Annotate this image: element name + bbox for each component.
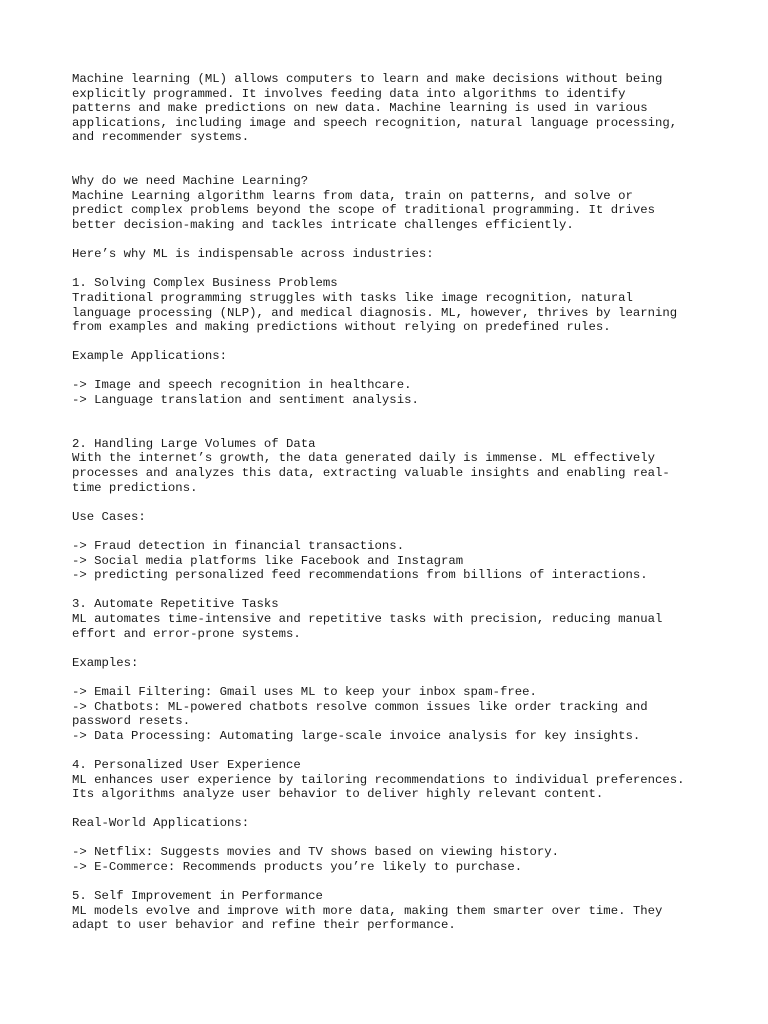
text-line: explicitly programmed. It involves feeding data into algorithms to identify: [72, 86, 626, 101]
text-line: from examples and making predictions without relying on predefined rules.: [72, 320, 611, 335]
text-line: 1. Solving Complex Business Problems: [72, 276, 338, 291]
text-line: Why do we need Machine Learning?: [72, 174, 309, 189]
text-line: [72, 524, 712, 539]
text-line: [72, 364, 712, 379]
text-line: [72, 583, 712, 598]
text-line: [72, 262, 712, 277]
text-line: Examples:: [72, 655, 139, 670]
text-line: ML enhances user experience by tailoring recommendations to individual preferences.: [72, 772, 685, 787]
text-line: 5. Self Improvement in Performance: [72, 889, 323, 904]
text-line: [72, 495, 712, 510]
text-line: patterns and make predictions on new data. Machine learning is used in various: [72, 101, 648, 116]
text-line: [72, 422, 712, 437]
text-line: language processing (NLP), and medical diagnosis. ML, however, thrives by learning: [72, 305, 678, 320]
text-line: -> Image and speech recognition in healthcare.: [72, 378, 412, 393]
text-line: -> Social media platforms like Facebook and Instagram: [72, 553, 464, 568]
text-line: Use Cases:: [72, 509, 146, 524]
text-line: -> Language translation and sentiment analysis.: [72, 393, 419, 408]
text-line: -> Fraud detection in financial transactions.: [72, 539, 405, 553]
text-line: Machine learning (ML) allows computers to learn and make decisions without being: [72, 72, 663, 86]
text-line: -> Netflix: Suggests movies and TV shows based on viewing history.: [72, 845, 560, 860]
document-body: [72, 72, 712, 933]
text-line: [72, 743, 712, 758]
text-line: -> Email Filtering: Gmail uses ML to keep your inbox spam-free.: [72, 684, 537, 699]
text-line: [72, 670, 712, 685]
text-line: [72, 875, 712, 890]
text-line: 3. Automate Repetitive Tasks: [72, 597, 279, 612]
text-line: adapt to user behavior and refine their performance.: [72, 918, 456, 933]
text-line: predict complex problems beyond the scope of traditional programming. It drives: [72, 203, 655, 218]
text-line: better decision-making and tackles intricate challenges efficiently.: [72, 217, 574, 232]
text-line: processes and analyzes this data, extracting valuable insights and enabling real-: [72, 466, 670, 481]
text-line: Machine Learning algorithm learns from data, train on patterns, and solve or: [72, 188, 633, 203]
text-line: With the internet’s growth, the data generated daily is immense. ML effectively: [72, 451, 655, 466]
text-line: Here’s why ML is indispensable across industries:: [72, 247, 434, 262]
text-line: Traditional programming struggles with tasks like image recognition, natural: [72, 290, 633, 305]
text-line: [72, 160, 712, 175]
text-line: -> Chatbots: ML-powered chatbots resolve common issues like order tracking and: [72, 699, 648, 714]
text-line: [72, 831, 712, 846]
text-line: [72, 233, 712, 248]
text-line: password resets.: [72, 714, 191, 729]
text-line: ML models evolve and improve with more data, making them smarter over time. They: [72, 903, 663, 918]
text-line: ML automates time-intensive and repetitive tasks with precision, reducing manual: [72, 611, 663, 626]
text-line: [72, 408, 712, 423]
text-line: 4. Personalized User Experience: [72, 757, 301, 772]
text-line: applications, including image and speech recognition, natural language processing,: [72, 115, 678, 130]
text-line: Real-World Applications:: [72, 816, 250, 831]
text-line: [72, 335, 712, 350]
text-line: [72, 145, 712, 160]
text-line: time predictions.: [72, 480, 198, 495]
text-line: effort and error-prone systems.: [72, 626, 301, 641]
text-line: -> predicting personalized feed recommendations from billions of interactions.: [72, 568, 648, 583]
text-line: -> E-Commerce: Recommends products you’re likely to purchase.: [72, 860, 523, 875]
text-line: Example Applications:: [72, 349, 227, 364]
text-line: and recommender systems.: [72, 130, 250, 145]
text-line: [72, 641, 712, 656]
text-line: [72, 802, 712, 817]
text-line: Its algorithms analyze user behavior to deliver highly relevant content.: [72, 787, 604, 802]
text-line: -> Data Processing: Automating large-scale invoice analysis for key insights.: [72, 728, 641, 743]
text-line: 2. Handling Large Volumes of Data: [72, 436, 316, 451]
